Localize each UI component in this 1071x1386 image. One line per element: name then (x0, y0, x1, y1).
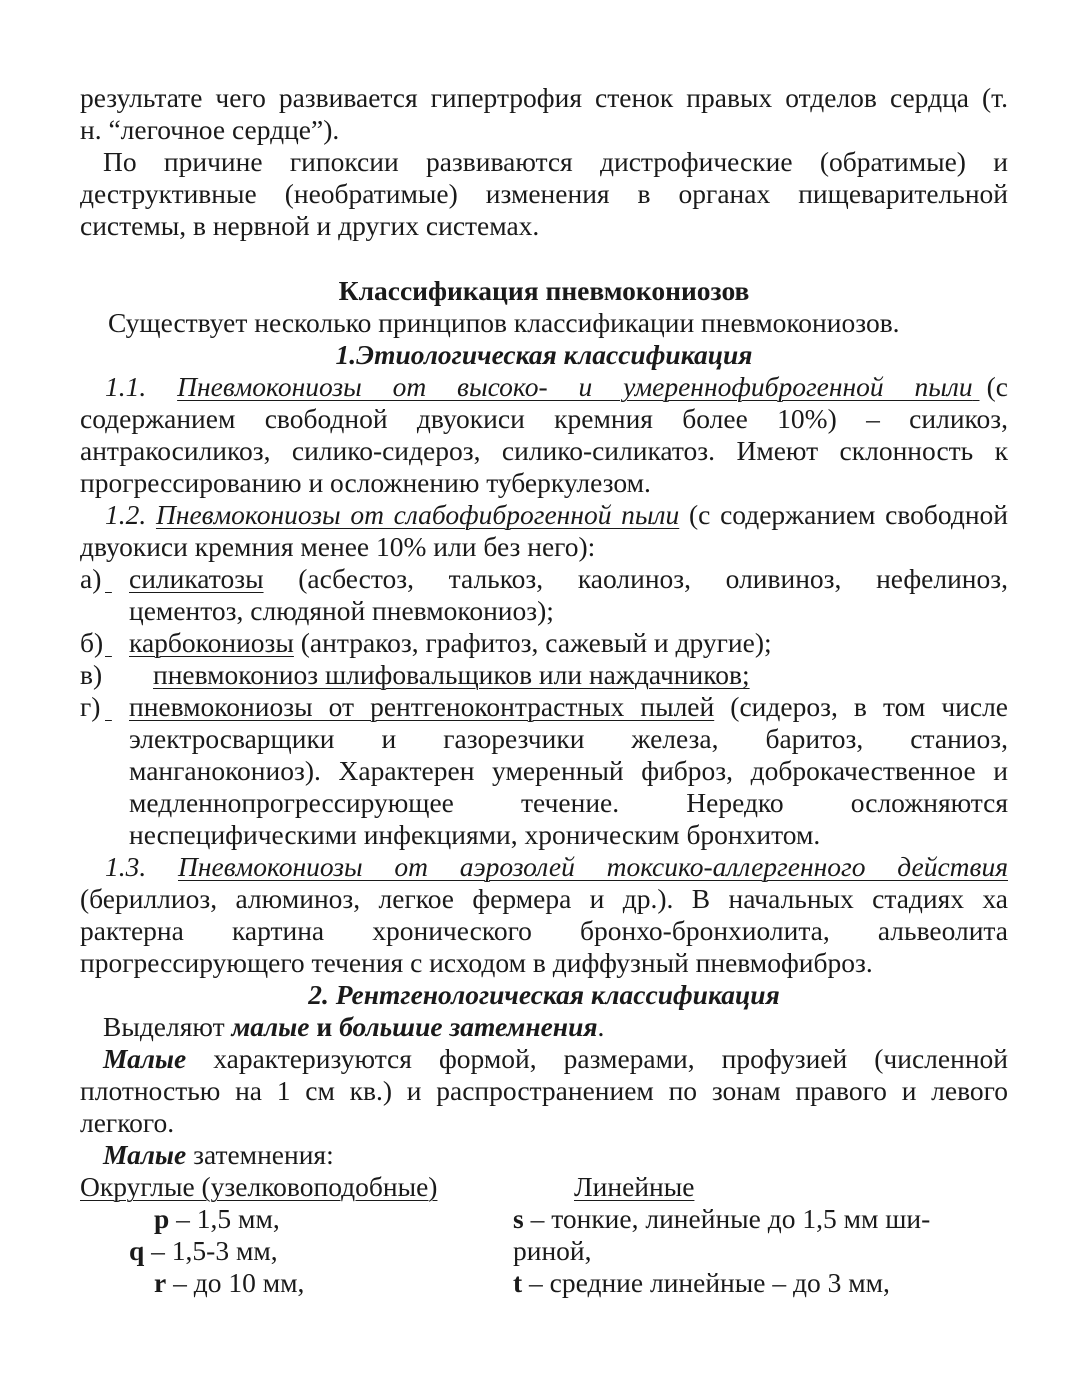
list-item-g-line-4: медленнопрогрессирующее течение. Нередко осложняются (129, 787, 1008, 818)
list-item-g (105, 691, 1008, 723)
etio-item-1-1-line-3: антракосиликоз, силико-сидероз, силико-силикатоз. Имеют склонность к (80, 435, 1008, 466)
intro-line-3: По причине гипоксии развиваются дистрофические (обратимые) и (103, 146, 1008, 177)
list-marker-g: г) (80, 691, 101, 722)
list-item-heading: пневмокониозы от рентгеноконтрастных пылей (129, 691, 715, 722)
text-run: . (597, 1011, 605, 1042)
column-right-heading: Линейные (574, 1171, 695, 1202)
item-heading: Пневмокониозы от слабофиброгенной пыли (155, 499, 680, 530)
item-heading: Пневмокониозы от аэрозолей токсико-аллергенного действия (178, 851, 1008, 882)
intro-line-5: системы, в нервной и других системах. (80, 210, 540, 241)
item-tail: (с содержанием свободной (689, 499, 1009, 530)
list-item-b (105, 627, 1008, 659)
size-letter: р (154, 1203, 170, 1234)
list-marker-v: в) (80, 659, 103, 690)
list-item-heading: карбокониозы (129, 627, 294, 658)
etio-item-1-1 (105, 371, 1008, 403)
text-run: и (309, 1011, 340, 1042)
size-letter: r (154, 1267, 167, 1298)
xray-title: 2. Рентгенологическая классификация (308, 979, 780, 1010)
section-title: Классификация пневмокониозов (338, 275, 750, 306)
intro-line-4: деструктивные (необратимые) изменения в органах пищеварительной (80, 178, 1008, 209)
etio-title: 1.Этиологическая классификация (335, 339, 753, 370)
list-item-heading: пневмокониоз шлифовальщиков или наждачников; (153, 659, 750, 690)
item-number: 1.2. (105, 499, 147, 530)
size-text: – тонкие, линейные до 1,5 мм ши- (523, 1203, 931, 1234)
xray-paragraph-2-line-3: легкого. (80, 1107, 175, 1138)
size-r (154, 1267, 304, 1299)
etio-item-1-1-line-4: прогрессированию и осложнению туберкулезом. (80, 467, 651, 498)
xray-paragraph-2-line-2: плотностью на 1 см кв.) и распространением по зонам правого и левого (80, 1075, 1008, 1106)
size-text: – 1,5-3 мм, (144, 1235, 278, 1266)
item-number: 1.1. (105, 371, 147, 402)
size-p (154, 1203, 280, 1235)
term-small: малые (231, 1011, 310, 1042)
size-s-line-2: риной, (513, 1235, 592, 1266)
list-item-tail: (асбестоз, талькоз, каолиноз, оливиноз, нефелиноз, (298, 563, 1009, 594)
list-marker-b: б) (80, 627, 104, 658)
size-letter: s (513, 1203, 524, 1234)
item-heading: Пневмокониозы от высоко- и умереннофиброгенной пыли (177, 371, 973, 402)
xray-paragraph-3 (103, 1139, 1008, 1171)
list-item-heading: силикатозы (129, 563, 264, 594)
etio-item-1-3 (105, 851, 1008, 883)
etio-item-1-3-line-4: прогрессирующего течения с исходом в диффузный пневмофиброз. (80, 947, 873, 978)
text-run: характеризуются формой, размерами, профузией (численной (186, 1043, 1008, 1074)
xray-paragraph-2 (103, 1043, 1008, 1075)
size-text: – 1,5 мм, (169, 1203, 280, 1234)
list-item-g-line-5: неспецифическими инфекциями, хроническим бронхитом. (129, 819, 821, 850)
intro-line-2: н. “легочное сердце”). (80, 114, 340, 145)
list-marker-a: а) (80, 563, 102, 594)
etio-item-1-1-line-2: содержанием свободной двуокиси кремния более 10%) – силикоз, (80, 403, 1008, 434)
column-left-heading: Округлые (узелковоподобные) (80, 1171, 438, 1202)
size-q (129, 1235, 278, 1267)
size-letter: t (513, 1267, 523, 1298)
etio-item-1-3-line-2: (бериллиоз, алюминоз, легкое фермера и др.). В начальных стадиях ха (80, 883, 1008, 914)
item-number: 1.3. (105, 851, 147, 882)
term-small: Малые (103, 1043, 187, 1074)
xray-sentence-1 (103, 1011, 1008, 1043)
size-letter: q (129, 1235, 145, 1266)
size-s (513, 1203, 930, 1235)
list-item-a-line-2: цементоз, слюдяной пневмокониоз); (129, 595, 554, 626)
size-text: – до 10 мм, (166, 1267, 305, 1298)
etio-item-1-2-line-2: двуокиси кремния менее 10% или без него): (80, 531, 596, 562)
list-item-v (153, 659, 1008, 691)
list-item-g-line-2: электросварщики и газорезчики железа, баритоз, станиоз, (129, 723, 1008, 754)
item-tail: (с (986, 371, 1008, 402)
text-run: затемнения: (186, 1139, 334, 1170)
list-item-tail: (антракоз, графитоз, сажевый и другие); (300, 627, 772, 658)
intro-line-1: результате чего развивается гипертрофия стенок правых отделов сердца (т. (80, 82, 1008, 113)
list-item-tail: (сидероз, в том числе (730, 691, 1008, 722)
size-text: – средние линейные – до 3 мм, (522, 1267, 890, 1298)
term-small: Малые (103, 1139, 187, 1170)
etio-item-1-3-line-3: рактерна картина хронического бронхо-бронхиолита, альвеолита (80, 915, 1008, 946)
section-lead: Существует несколько принципов классификации пневмокониозов. (108, 307, 900, 338)
list-item-a (105, 563, 1008, 595)
text-run: Выделяют (103, 1011, 232, 1042)
list-item-g-line-3: манганокониоз). Характерен умеренный фиброз, доброкачественное и (129, 755, 1008, 786)
term-large: большие затемнения (339, 1011, 598, 1042)
etio-item-1-2 (105, 499, 1008, 531)
size-t (513, 1267, 890, 1299)
